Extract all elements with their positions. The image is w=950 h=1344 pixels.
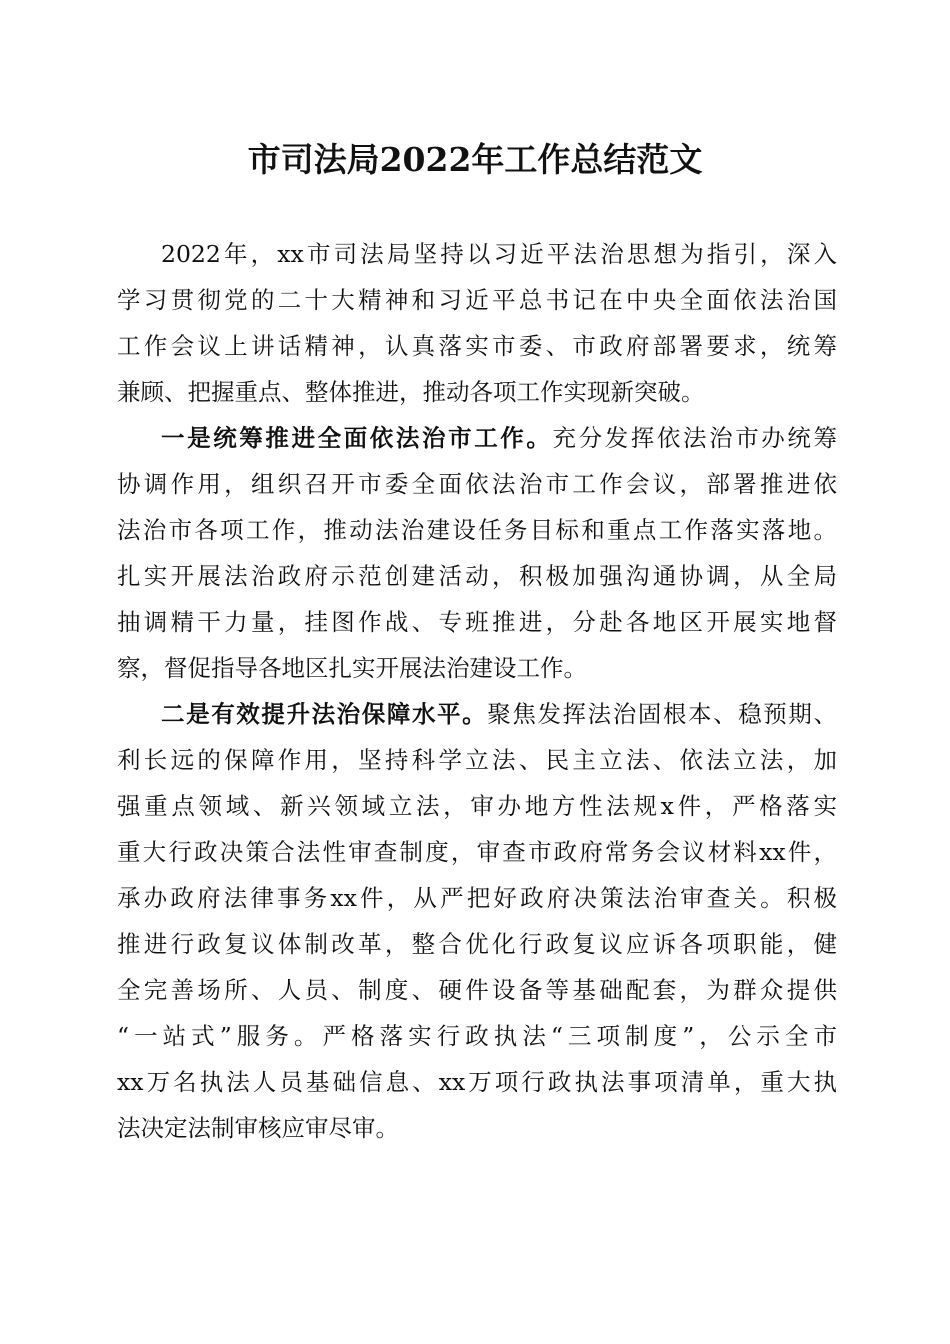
paragraph-line-text: 充分发挥依法治市办统筹 (552, 424, 837, 452)
document-body (117, 231, 837, 1151)
paragraph-line: 全完善场所、人员、制度、硬件设备等基础配套，为群众提供 (117, 976, 837, 1004)
paragraph-line: 察，督促指导各地区扎实开展法治建设工作。 (117, 654, 587, 682)
paragraph-3 (117, 691, 837, 1151)
paragraph-line: 承办政府法律事务xx件，从严把好政府决策法治审查关。积极 (117, 884, 837, 912)
paragraph-line: 学习贯彻党的二十大精神和习近平总书记在中央全面依法治国 (117, 286, 837, 314)
paragraph-line: 重大行政决策合法性审查制度，审查市政府常务会议材料xx件， (117, 838, 837, 866)
paragraph-1 (117, 231, 837, 415)
paragraph-line: 扎实开展法治政府示范创建活动，积极加强沟通协调，从全局 (117, 562, 837, 590)
paragraph-first-line (117, 415, 837, 461)
paragraph-heading: 二是有效提升法治保障水平。 (161, 700, 488, 728)
paragraph-heading: 一是统筹推进全面依法治市工作。 (161, 424, 553, 452)
paragraph-line: 强重点领域、新兴领域立法，审办地方性法规x件，严格落实 (117, 792, 837, 820)
paragraph-line: 推进行政复议体制改革，整合优化行政复议应诉各项职能，健 (117, 930, 837, 958)
paragraph-2 (117, 415, 837, 691)
paragraph-line: 协调作用，组织召开市委全面依法治市工作会议，部署推进依 (117, 470, 837, 498)
paragraph-line: xx万名执法人员基础信息、xx万项行政执法事项清单，重大执 (117, 1068, 837, 1096)
paragraph-line: 利长远的保障作用，坚持科学立法、民主立法、依法立法，加 (117, 746, 837, 774)
paragraph-line: 工作会议上讲话精神，认真落实市委、市政府部署要求，统筹 (117, 332, 837, 360)
paragraph-line: 抽调精干力量，挂图作战、专班推进，分赴各地区开展实地督 (117, 608, 837, 636)
paragraph-line-text: 聚焦发挥法治固根本、稳预期、 (487, 700, 837, 728)
paragraph-line: “一站式”服务。严格落实行政执法“三项制度”，公示全市 (117, 1022, 837, 1050)
paragraph-line: 兼顾、把握重点、整体推进，推动各项工作实现新突破。 (117, 378, 705, 406)
paragraph-line: 法治市各项工作，推动法治建设任务目标和重点工作落实落地。 (117, 516, 837, 544)
paragraph-first-line (117, 691, 837, 737)
document-title: 市司法局2022年工作总结范文 (247, 140, 703, 179)
paragraph-line: 2022年，xx市司法局坚持以习近平法治思想为指引，深入 (161, 240, 837, 268)
paragraph-line: 法决定法制审核应审尽审。 (117, 1114, 399, 1142)
